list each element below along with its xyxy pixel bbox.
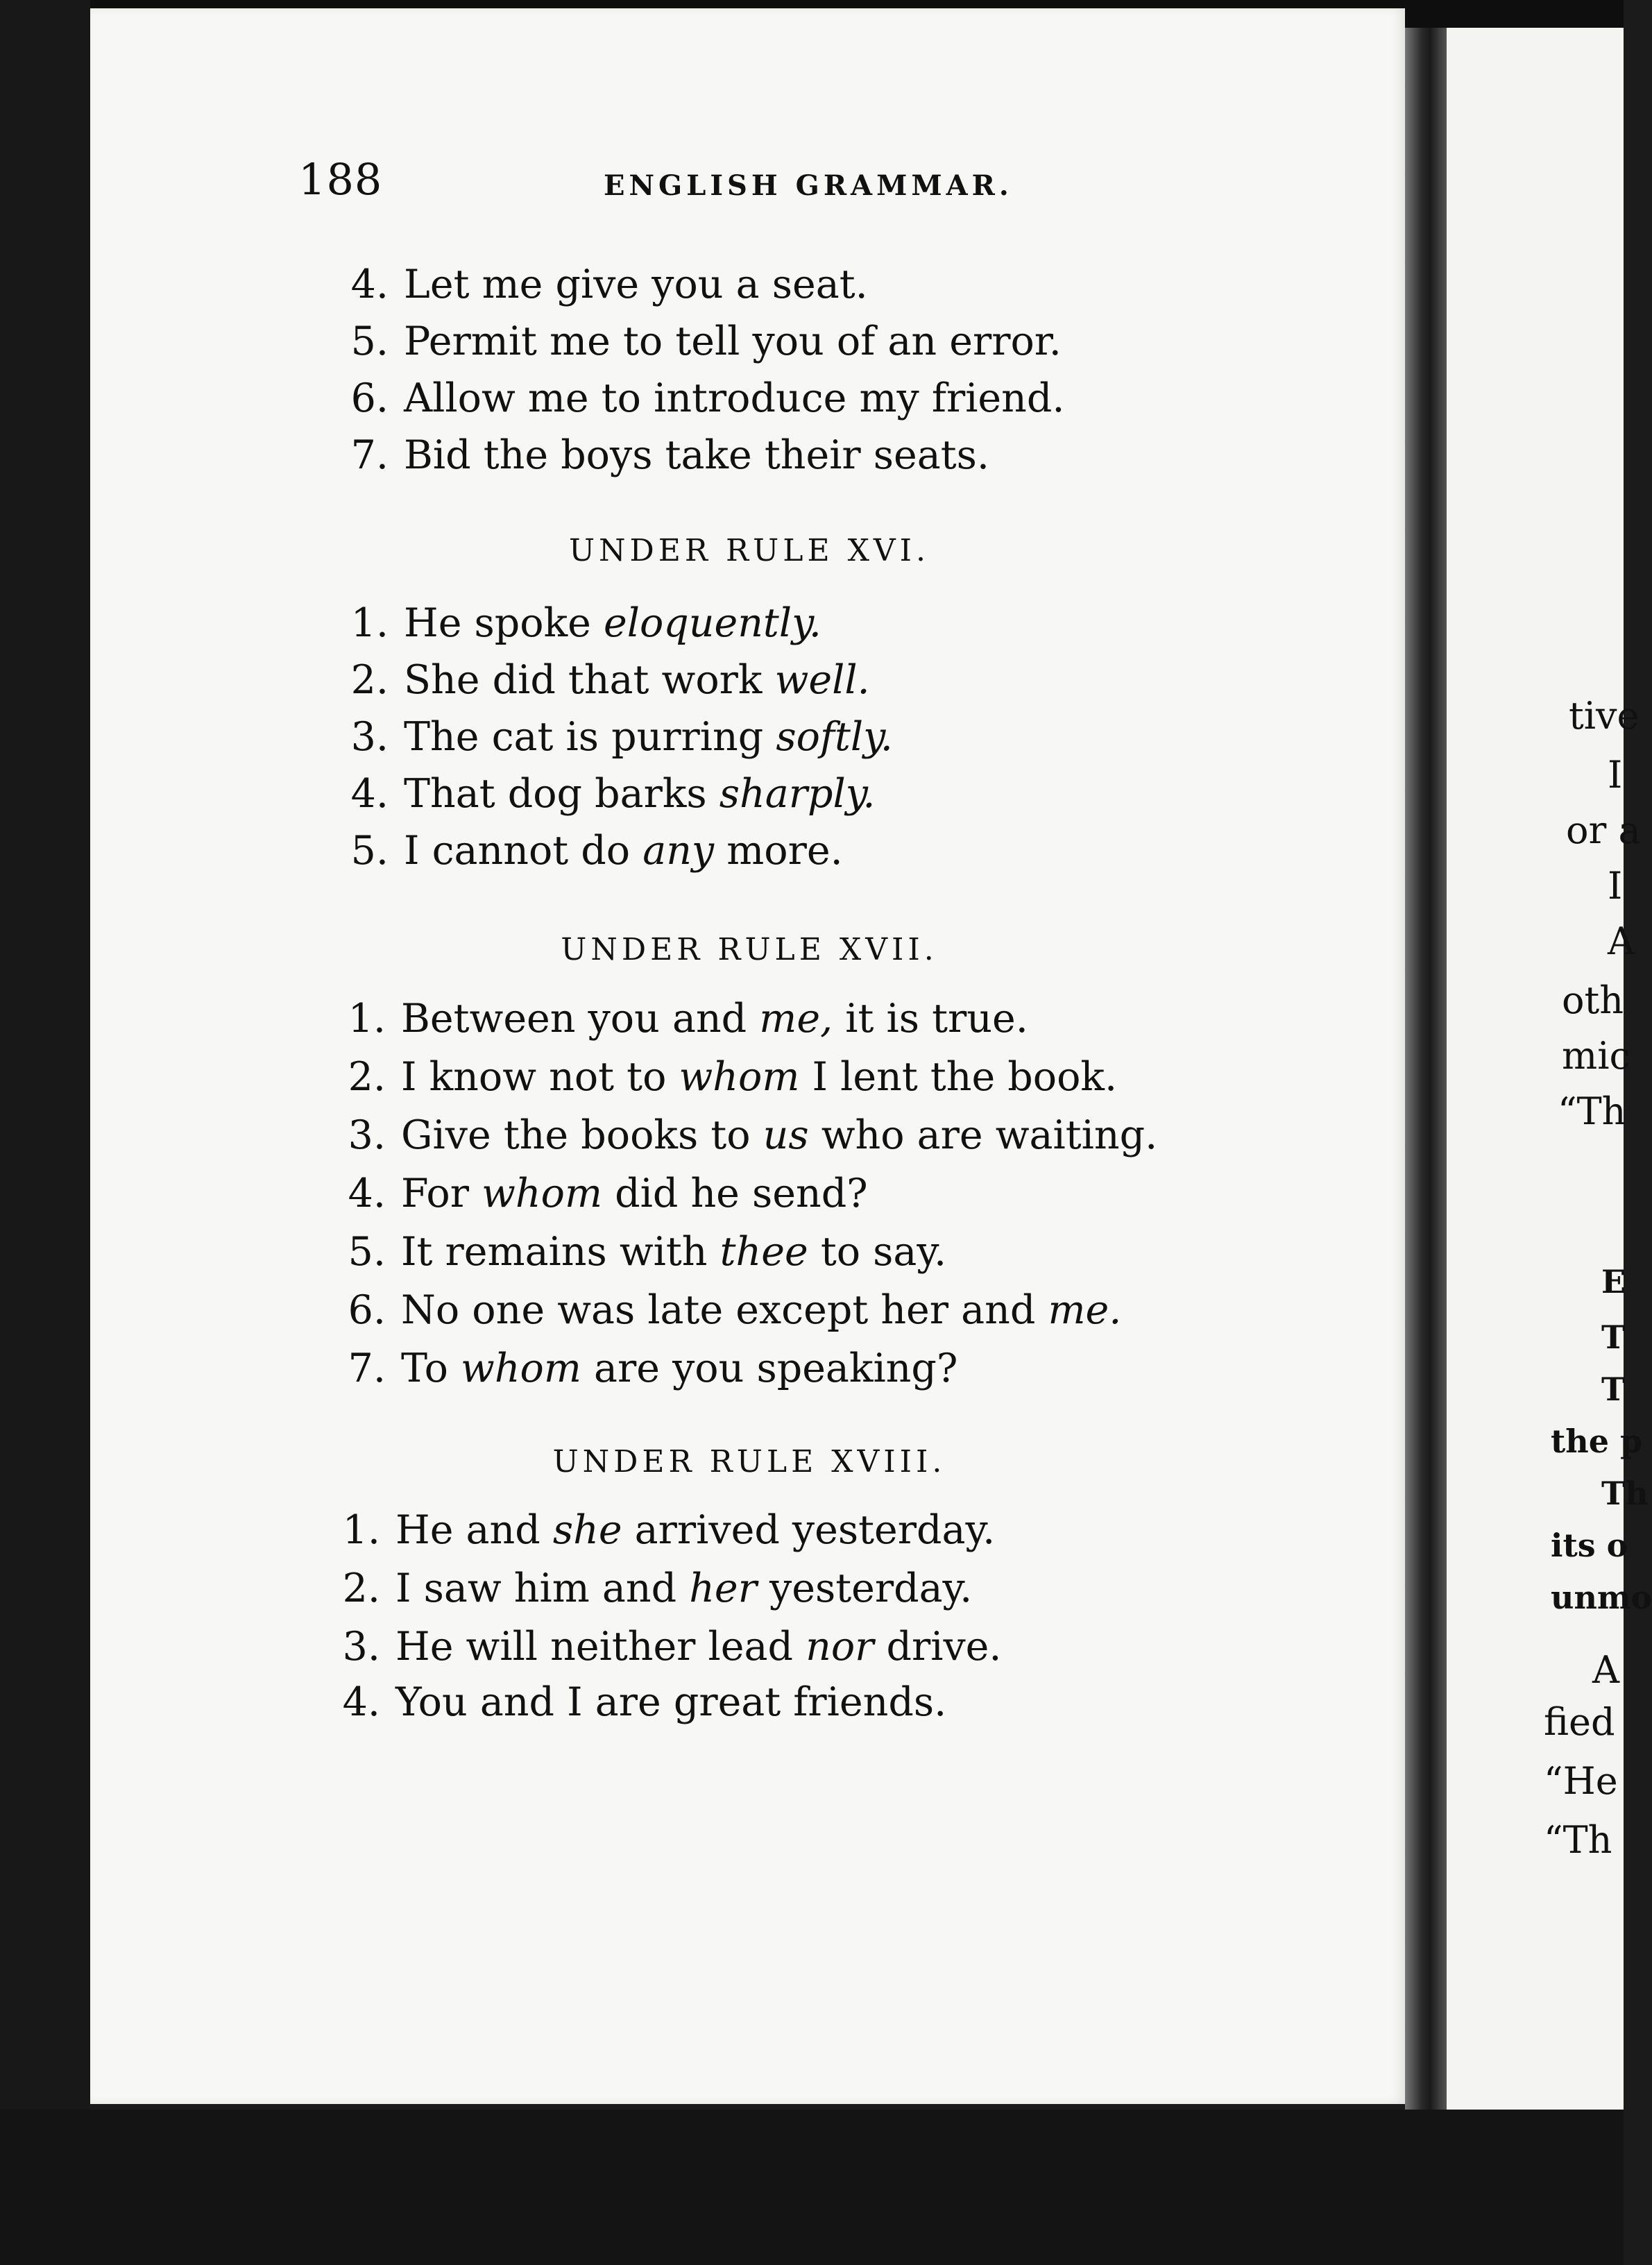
item-emphasis: eloquently. [604, 600, 821, 646]
item-text: Bid the boys take their seats. [404, 432, 990, 478]
item-number: 2. [342, 1566, 380, 1611]
page-number: 188 [298, 154, 383, 205]
facing-page-text: I [1608, 753, 1623, 797]
facing-page-text: unmo [1551, 1579, 1652, 1616]
facing-page-text: T [1601, 1318, 1626, 1356]
item-emphasis: me. [1048, 1287, 1122, 1333]
book-gutter [1405, 28, 1447, 2110]
item-number: 7. [350, 432, 389, 478]
item-number: 4. [348, 1171, 386, 1216]
item-emphasis: whom [679, 1054, 800, 1100]
facing-page-text: “Th [1558, 1089, 1626, 1133]
facing-page-text: fied [1544, 1700, 1615, 1744]
item-number: 7. [348, 1346, 386, 1391]
facing-page-cropped [1447, 28, 1652, 2110]
item-text: To [401, 1346, 461, 1391]
item-emphasis: her [689, 1566, 757, 1611]
item-number: 5. [350, 319, 389, 364]
list-item [333, 657, 1374, 703]
item-text-tail: are you speaking? [581, 1346, 958, 1391]
facing-page-text: tive [1569, 694, 1640, 738]
facing-page-text: or a [1566, 808, 1641, 852]
facing-page-text: E [1601, 1263, 1626, 1300]
item-number: 2. [348, 1054, 386, 1100]
item-emphasis: nor [806, 1624, 874, 1670]
item-text: You and I are great friends. [395, 1679, 947, 1725]
item-emphasis: any [642, 828, 715, 874]
scan-border-bottom [0, 2110, 1624, 2265]
section-heading: UNDER RULE XVII. [561, 932, 938, 967]
item-text: She did that work [404, 657, 775, 703]
item-emphasis: us [763, 1112, 809, 1158]
facing-page-text: A [1592, 1648, 1619, 1692]
list-item [325, 1566, 1365, 1611]
facing-page-text: mic [1562, 1034, 1630, 1078]
list-item [330, 1112, 1371, 1158]
facing-page-text: its o [1551, 1527, 1628, 1564]
list-item [325, 1624, 1365, 1670]
list-item [333, 262, 1374, 307]
list-item [330, 1229, 1371, 1275]
item-number: 4. [350, 262, 389, 307]
item-emphasis: me, [759, 996, 833, 1042]
item-emphasis: sharply. [719, 771, 876, 817]
item-text: No one was late except her and [401, 1287, 1048, 1333]
item-text: He spoke [404, 600, 604, 646]
item-text: That dog barks [404, 771, 719, 817]
item-text-tail: arrived yesterday. [622, 1507, 996, 1553]
item-emphasis: well. [774, 657, 870, 703]
list-item [325, 1507, 1365, 1553]
item-number: 3. [350, 714, 389, 760]
item-emphasis: softly. [776, 714, 893, 760]
book-page [90, 8, 1405, 2104]
item-number: 2. [350, 657, 389, 703]
list-item [333, 319, 1374, 364]
item-text: The cat is purring [404, 714, 776, 760]
list-item [330, 1171, 1371, 1216]
item-text: For [401, 1171, 482, 1216]
item-number: 4. [350, 771, 389, 817]
item-emphasis: whom [482, 1171, 602, 1216]
item-number: 3. [342, 1624, 380, 1670]
item-number: 1. [342, 1507, 380, 1553]
section-heading: UNDER RULE XVI. [568, 533, 930, 568]
item-number: 4. [342, 1679, 380, 1725]
facing-page-text: Th [1601, 1475, 1649, 1512]
item-text-tail: drive. [874, 1624, 1002, 1670]
list-item [333, 600, 1374, 646]
item-number: 6. [350, 375, 389, 421]
list-item [330, 1054, 1371, 1100]
scan-border-left [0, 0, 90, 2265]
item-text-tail: it is true. [833, 996, 1028, 1042]
item-emphasis: whom [461, 1346, 581, 1391]
facing-page-text: T [1601, 1371, 1626, 1408]
item-text-tail: more. [714, 828, 843, 874]
facing-page-text: “Th [1544, 1818, 1612, 1862]
item-text: I saw him and [395, 1566, 690, 1611]
item-emphasis: thee [719, 1229, 808, 1275]
list-item [333, 714, 1374, 760]
item-number: 5. [348, 1229, 386, 1275]
list-item [330, 996, 1371, 1042]
facing-page-text: I [1608, 864, 1623, 908]
list-item [333, 432, 1374, 478]
facing-page-text: A [1608, 919, 1635, 963]
item-number: 5. [350, 828, 389, 874]
item-text: It remains with [401, 1229, 720, 1275]
item-number: 1. [348, 996, 386, 1042]
facing-page-text: “He [1544, 1759, 1618, 1803]
item-number: 6. [348, 1287, 386, 1333]
item-emphasis: she [552, 1507, 622, 1553]
item-text-tail: yesterday. [756, 1566, 973, 1611]
item-text: Give the books to [401, 1112, 763, 1158]
item-text: He and [395, 1507, 553, 1553]
item-text: He will neither lead [395, 1624, 806, 1670]
list-item [333, 375, 1374, 421]
item-text-tail: to say. [808, 1229, 947, 1275]
item-text-tail: I lent the book. [799, 1054, 1118, 1100]
list-item [330, 1346, 1371, 1391]
list-item [333, 771, 1374, 817]
item-text: Between you and [401, 996, 760, 1042]
section-heading: UNDER RULE XVIII. [552, 1444, 946, 1479]
item-text-tail: who are waiting. [808, 1112, 1158, 1158]
item-text: Let me give you a seat. [404, 262, 868, 307]
item-text: I cannot do [404, 828, 643, 874]
list-item [330, 1287, 1371, 1333]
item-text: I know not to [401, 1054, 679, 1100]
facing-page-text: the p [1551, 1423, 1643, 1460]
item-text: Permit me to tell you of an error. [404, 319, 1062, 364]
list-item [325, 1679, 1365, 1725]
page-header [90, 154, 1405, 210]
facing-page-text: oth [1562, 978, 1624, 1022]
item-text: Allow me to introduce my friend. [404, 375, 1065, 421]
item-number: 3. [348, 1112, 386, 1158]
item-number: 1. [350, 600, 389, 646]
list-item [333, 828, 1374, 874]
item-text-tail: did he send? [602, 1171, 868, 1216]
running-head: ENGLISH GRAMMAR. [604, 169, 1013, 202]
